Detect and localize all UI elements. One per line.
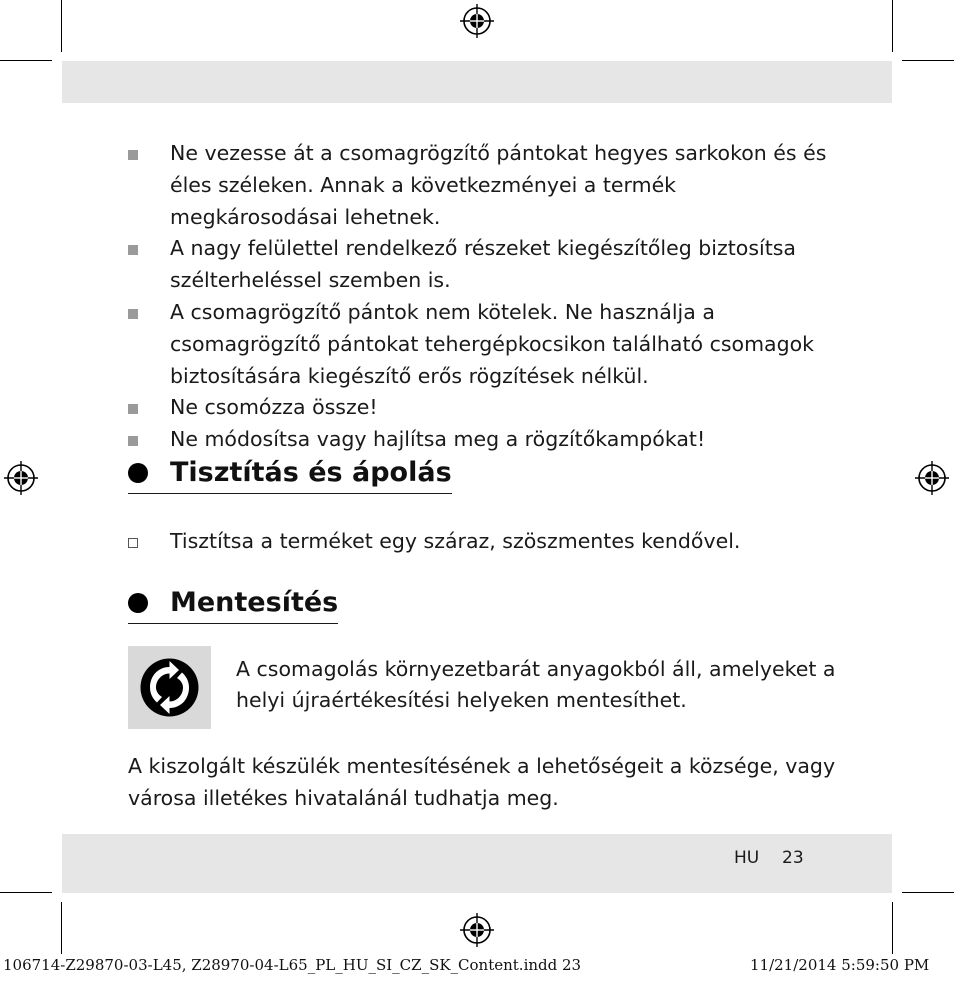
section-title: Mentesítés: [170, 587, 339, 618]
crop-mark: [902, 892, 954, 893]
list-item: [128, 138, 848, 233]
crop-mark: [61, 0, 62, 52]
green-dot-recycling-icon: [139, 657, 200, 718]
section-heading-disposal: [128, 585, 338, 624]
list-item-text: A csomagrögzítő pántok nem kötelek. Ne használja a csomagrögzítő pántokat tehergépkocsikon található csomagok biztosítására kiegészítő erős rögzítések nélkül.: [170, 299, 815, 388]
crop-mark: [0, 892, 52, 893]
print-slug-filename: 106714-Z29870-03-L45, Z28970-04-L65_PL_HU_SI_CZ_SK_Content.indd 23: [3, 956, 582, 974]
square-bullet-icon: [128, 404, 138, 414]
registration-mark-icon: [4, 461, 38, 495]
language-code: HU: [734, 848, 760, 868]
page-number: 23: [782, 848, 804, 868]
section-heading-cleaning: [128, 455, 452, 494]
crop-mark: [892, 902, 893, 954]
cleaning-instruction-text: Tisztítsa a terméket egy száraz, szöszmentes kendővel.: [170, 529, 741, 553]
list-item: [128, 392, 848, 424]
list-item-text: Ne módosítsa vagy hajlítsa meg a rögzítőkampókat!: [170, 427, 706, 452]
device-disposal-paragraph: A kiszolgált készülék mentesítésének a lehetőségeit a községe, vagy városa illetékes hivatalánál tudhatja meg.: [128, 754, 836, 810]
list-item-text: A nagy felülettel rendelkező részeket kiegészítőleg biztosítsa szélterheléssel szemben is.: [170, 236, 796, 293]
list-item: [128, 233, 848, 297]
header-band: [62, 61, 892, 103]
square-bullet-icon: [128, 150, 138, 160]
square-bullet-icon: [128, 245, 138, 255]
square-bullet-icon: [128, 309, 138, 319]
green-dot-recycling-icon-box: [128, 646, 211, 729]
heading-dot-icon: [128, 463, 148, 483]
print-slug-datetime: 11/21/2014 5:59:50 PM: [750, 956, 930, 974]
cleaning-instruction: [128, 526, 890, 557]
heading-dot-icon: [128, 593, 148, 613]
list-item: [128, 297, 848, 392]
square-bullet-icon: [128, 436, 138, 446]
list-item-text: Ne vezesse át a csomagrögzítő pántokat hegyes sarkokon és és éles széleken. Annak a következményei a termék megkárosodásai lehetnek.: [170, 141, 827, 229]
empty-square-bullet-icon: [128, 538, 138, 548]
crop-mark: [61, 902, 62, 954]
registration-mark-icon: [460, 913, 494, 947]
footer-band: [62, 834, 892, 893]
list-item: [128, 424, 848, 456]
crop-mark: [0, 60, 52, 61]
safety-bullet-list: [128, 138, 848, 456]
registration-mark-icon: [915, 461, 949, 495]
registration-mark-icon: [460, 4, 494, 38]
packaging-disposal-text: A csomagolás környezetbarát anyagokból áll, amelyeket a helyi újraértékesítési helyeken mentesíthet.: [236, 657, 836, 712]
crop-mark: [902, 60, 954, 61]
crop-mark: [892, 0, 893, 52]
list-item-text: Ne csomózza össze!: [170, 395, 378, 420]
section-title: Tisztítás és ápolás: [170, 457, 452, 488]
